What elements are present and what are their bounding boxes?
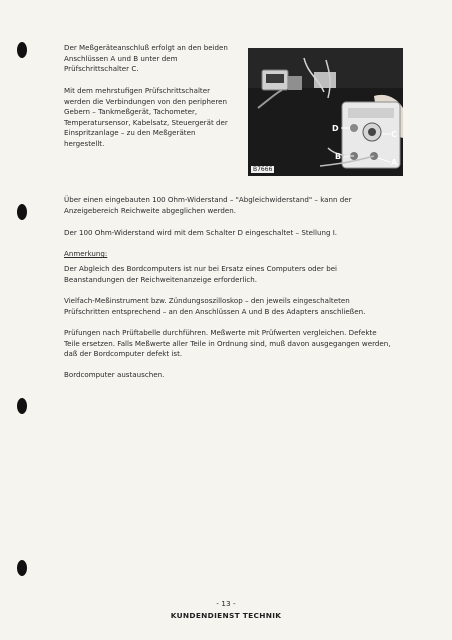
binder-hole [17, 560, 27, 576]
paragraph-reference-resistor: Über einen eingebauten 100 Ohm-Widerstand – "Abgleichwiderstand" – kann der Anzeigebereich Reichweite abgeglichen werden. [64, 195, 352, 215]
callout-a: A [391, 158, 398, 167]
paragraph-multistage-switch: Mit dem mehrstufigen Prüfschrittschalter werden die Verbindungen von den peripheren Gebern – Tankmeßgerät, Tachometer, Temperatursensor, Kabelsatz, Steuergerät der Einspritzanlage – zu den Meßgeräten hergestellt. [64, 86, 228, 148]
binder-hole [17, 204, 27, 220]
paragraph-replace: Bordcomputer austauschen. [64, 370, 165, 379]
paragraph-connection: Der Meßgeräteanschluß erfolgt an den beiden Anschlüssen A und B unter dem Prüfschrittschalter C. [64, 43, 228, 74]
paragraph-note: Der Abgleich des Bordcomputers ist nur bei Ersatz eines Computers oder bei Beanstandungen der Reichweitenanzeige erforderlich. [64, 264, 338, 284]
footer-department: KUNDENDIENST TECHNIK [170, 611, 282, 620]
binder-hole [17, 398, 27, 414]
callout-d: D [332, 124, 339, 133]
page-number: - 13 - [216, 599, 236, 608]
callout-b: B [335, 152, 342, 161]
paragraph-multimeter: Vielfach-Meßinstrument bzw. Zündungsoszilloskop – den jeweils eingeschalteten Prüfschritten entsprechend – an den Anschlüssen A und B des Adapters anschließen. [64, 296, 366, 316]
test-adapter-photo [248, 48, 403, 176]
adapter-illustration [248, 48, 403, 176]
figure-label: B7666 [253, 166, 273, 173]
paragraph-switch-d: Der 100 Ohm-Widerstand wird mit dem Schalter D eingeschaltet – Stellung I. [64, 228, 338, 237]
binder-hole [17, 42, 27, 58]
paragraph-testing: Prüfungen nach Prüftabelle durchführen. Meßwerte mit Prüfwerten vergleichen. Defekte Teile ersetzen. Falls Meßwerte aller Teile in Ordnung sind, muß davon ausgegangen werden, daß der Bordcomputer defekt ist. [64, 328, 391, 359]
callout-c: C [391, 130, 397, 139]
note-heading: Anmerkung: [64, 249, 108, 258]
